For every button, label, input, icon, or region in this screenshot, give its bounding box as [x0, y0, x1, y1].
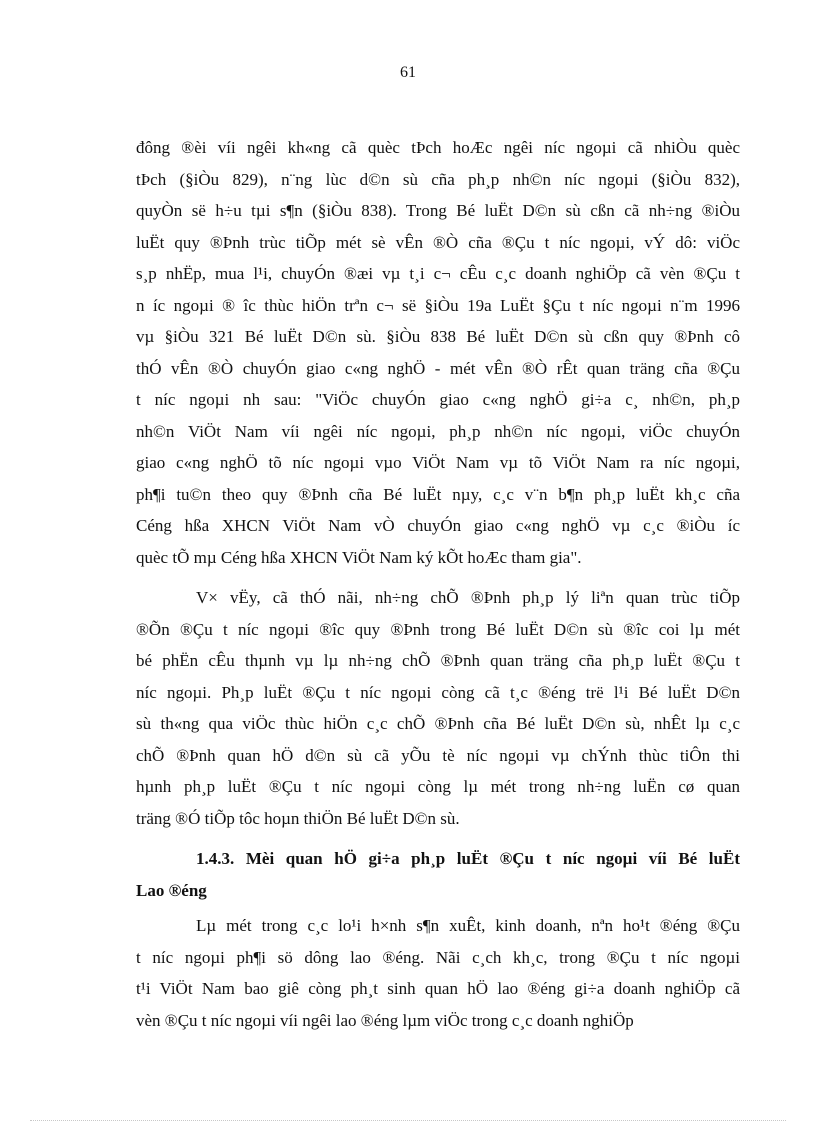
text-line: t níc ngoµi ph¶i sö dông lao ®éng. Nãi c¸ch kh¸c, trong ®Çu t níc ngoµi: [136, 947, 740, 967]
paragraph-3: [136, 910, 740, 1036]
paragraph-2: [136, 582, 740, 834]
text-line: t¹i ViÖt Nam bao giê còng ph¸t sinh quan hÖ lao ®éng gi÷a doanh nghiÖp cã: [136, 979, 740, 998]
text-line: nh©n ViÖt Nam víi ngêi níc ngoµi, ph¸p nh©n níc ngoµi, viÖc chuyÓn: [136, 421, 740, 441]
text-line: ph¶i tu©n theo quy ®Þnh cña Bé luËt nµy, c¸c v¨n b¶n ph¸p luËt kh¸c cña: [136, 484, 740, 504]
text-line: n íc ngoµi ® îc thùc hiÖn trªn c¬ së §iÒu 19a LuËt §Çu t níc ngoµi n¨m 1996: [136, 295, 740, 315]
text-line: träng ®Ó tiÕp tôc hoµn thiÖn Bé luËt D©n sù.: [136, 808, 460, 828]
text-line: V× vËy, cã thÓ nãi, nh÷ng chÕ ®Þnh ph¸p lý liªn quan trùc tiÕp: [196, 588, 740, 607]
text-line: quèc tÕ mµ Céng hßa XHCN ViÖt Nam ký kÕt hoÆc tham gia".: [136, 547, 582, 567]
text-line: s¸p nhËp, mua l¹i, chuyÓn ®æi vµ t¸i c¬ cÊu c¸c doanh nghiÖp cã vèn ®Çu t: [136, 264, 740, 283]
text-line: vµ §iÒu 321 Bé luËt D©n sù. §iÒu 838 Bé luËt D©n sù cßn quy ®Þnh cô: [136, 327, 740, 346]
paragraph-1: [136, 132, 740, 573]
text-line: đông ®èi víi ngêi kh«ng cã quèc tÞch hoÆc ngêi níc ngoµi cã nhiÒu quèc: [136, 138, 740, 157]
text-line: bé phËn cÊu thµnh vµ lµ nh÷ng chÕ ®Þnh quan träng cña ph¸p luËt ®Çu t: [136, 651, 740, 670]
document-body: [136, 132, 740, 1036]
text-line: ®Õn ®Çu t níc ngoµi ®îc quy ®Þnh trong Bé luËt D©n sù ®îc coi lµ mét: [136, 619, 740, 639]
text-line: Lao ®éng: [136, 880, 207, 900]
text-line: chÕ ®Þnh quan hÖ d©n sù cã yÕu tè níc ngoµi vµ chÝnh thùc tiÔn thi: [136, 745, 740, 765]
text-line: quyÒn së h÷u tµi s¶n (§iÒu 838). Trong Bé luËt D©n sù cßn cã nh÷ng ®iÒu: [136, 201, 740, 220]
text-line: hµnh ph¸p luËt ®Çu t níc ngoµi còng lµ mét trong nh÷ng luËn cø quan: [136, 777, 740, 796]
page-bottom-border: [30, 1120, 786, 1121]
text-line: 1.4.3. Mèi quan hÖ gi÷a ph¸p luËt ®Çu t níc ngoµi víi Bé luËt: [196, 849, 740, 868]
page-number: 61: [400, 64, 416, 81]
text-line: Lµ mét trong c¸c lo¹i h×nh s¶n xuÊt, kinh doanh, nªn ho¹t ®éng ®Çu: [196, 916, 740, 935]
text-line: vèn ®Çu t níc ngoµi víi ngêi lao ®éng lµm viÖc trong c¸c doanh nghiÖp: [136, 1010, 634, 1030]
section-heading-1-4-3: [136, 843, 740, 906]
text-line: tÞch (§iÒu 829), n¨ng lùc d©n sù cña ph¸p nh©n níc ngoµi (§iÒu 832),: [136, 169, 740, 189]
text-line: níc ngoµi. Ph¸p luËt ®Çu t níc ngoµi còng cã t¸c ®éng trë l¹i Bé luËt D©n: [136, 682, 740, 702]
text-line: luËt quy ®Þnh trùc tiÕp mét sè vÊn ®Ò cña ®Çu t níc ngoµi, vÝ dô: viÖc: [136, 232, 740, 252]
text-line: t níc ngoµi nh sau: "ViÖc chuyÓn giao c«ng nghÖ gi÷a c¸ nh©n, ph¸p: [136, 390, 740, 409]
text-line: giao c«ng nghÖ tõ níc ngoµi vµo ViÖt Nam vµ tõ ViÖt Nam ra níc ngoµi,: [136, 453, 740, 472]
text-line: Céng hßa XHCN ViÖt Nam vÒ chuyÓn giao c«ng nghÖ vµ c¸c ®iÒu íc: [136, 516, 740, 535]
text-line: sù th«ng qua viÖc thùc hiÖn c¸c chÕ ®Þnh cña Bé luËt D©n sù, nhÊt lµ c¸c: [136, 714, 740, 733]
text-line: thÓ vÊn ®Ò chuyÓn giao c«ng nghÖ - mét vÊn ®Ò rÊt quan träng cña ®Çu: [136, 358, 740, 378]
